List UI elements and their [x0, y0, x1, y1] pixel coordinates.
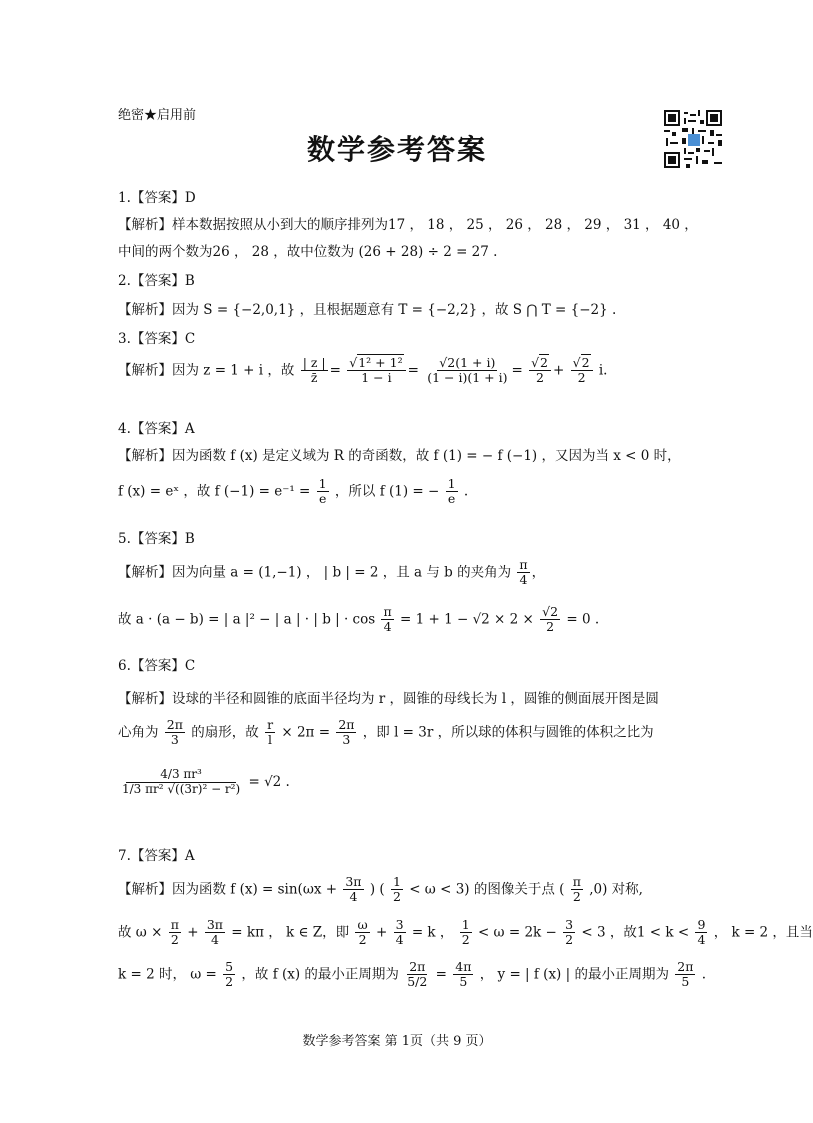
q5-frac2: $\frac{√2}{2}$: [542, 604, 559, 635]
q5-analysis-line2: 故 a · (a − b) = | a |² − | a | · | b | · cos $\frac{\pi}{4}$ = 1 + 1 − √2 × 2 × $\frac{√2}{2}$ = 0 .: [118, 604, 600, 635]
q3-frac2: $\frac{\text{√1² + 1²}}{1 - i}$: [347, 356, 405, 386]
q7-l2-frac6: $\frac{3}{2}$: [565, 917, 574, 948]
q5-angle-frac: $\frac{\pi}{4}$: [519, 557, 528, 588]
q7-analysis-line3: k = 2 时， ω = $\frac{5}{2}$ ，故 f (x) 的最小正周期为 $\frac{2\pi}{5/2}$ = $\frac{4\pi}{5}$ ， y = | f (x) | 的最小正周期为 $\frac{2\pi}{5}$ .: [118, 959, 707, 990]
q7-l3-frac4: $\frac{2\pi}{5}$: [677, 959, 694, 990]
q7-l2-frac2: $\frac{3\pi}{4}$: [206, 917, 223, 948]
q7-l2-frac7: $\frac{9}{4}$: [697, 917, 706, 948]
page-footer: 数学参考答案 第 1页（共 9 页）: [302, 1034, 492, 1049]
q3-frac4: $\frac{√2}{2}$: [529, 356, 551, 386]
q3-analysis: 【解析】因为 z = 1 + i ，故 $\frac{| z |}{z̄}$ = $\frac{\text{√1² + 1²}}{1 - i}$ = $\frac{√2(1 + i)}{(1 - i)(1 + i)}$ = $\frac{√2}{2}$ + $\frac{√2}{2}$ i.: [118, 355, 608, 386]
q7-l1-frac1: $\frac{3\pi}{4}$: [345, 874, 362, 905]
q5-analysis-line1: 【解析】因为向量 a = (1,−1) ， | b | = 2 ，且 a 与 b 的夹角为 $\frac{\pi}{4}$ ，: [118, 557, 546, 588]
q4-frac2: $\frac{1}{e}$: [447, 476, 456, 507]
q2-analysis: 【解析】因为 S = {−2,0,1} ，且根据题意有 T = {−2,2} ，故 S ⋂ T = {−2} .: [118, 302, 617, 318]
q7-l3-frac1: $\frac{5}{2}$: [225, 959, 234, 990]
q7-answer: 7.【答案】A: [118, 848, 195, 864]
q6-analysis-line2: 心角为 $\frac{2\pi}{3}$ 的扇形，故 $\frac{r}{l}$ × 2π = $\frac{2\pi}{3}$ ，即 l = 3r ，所以球的体积与圆锥的体积之比为: [118, 717, 654, 748]
q3-frac3: $\frac{√2(1 + i)}{(1 - i)(1 + i)}$: [427, 355, 508, 386]
q3-answer: 3.【答案】C: [118, 331, 196, 347]
q6-analysis-line3: $\frac{\text{4/3 πr³}}{\text{1/3 πr² √((3r)² − r²)}}$ = √2 .: [122, 767, 290, 796]
q5-answer: 5.【答案】B: [118, 531, 195, 547]
q4-frac1: $\frac{1}{e}$: [318, 476, 327, 507]
q7-l3-frac2: $\frac{2\pi}{5/2}$: [407, 959, 428, 990]
q7-l1-frac2: $\frac{1}{2}$: [392, 874, 401, 905]
q7-l3-frac3: $\frac{4\pi}{5}$: [455, 959, 472, 990]
q4-analysis-line1: 【解析】因为函数 f (x) 是定义域为 R 的奇函数，故 f (1) = − f (−1) ，又因为当 x < 0 时，: [118, 448, 681, 464]
q7-l2-frac4: $\frac{3}{4}$: [395, 917, 404, 948]
q3-prefix: 【解析】因为 z = 1 + i ，故: [118, 362, 295, 379]
q6-ratio-frac: $\frac{\text{4/3 πr³}}{\text{1/3 πr² √((3r)² − r²)}}$: [122, 767, 241, 796]
q7-analysis-line1: 【解析】因为函数 f (x) = sin(ωx + $\frac{3\pi}{4}$ ) ( $\frac{1}{2}$ < ω < 3) 的图像关于点 ( $\frac{\pi}{2}$ ,0) 对称,: [118, 874, 643, 905]
page-title: 数学参考答案: [306, 133, 487, 166]
q6-analysis-line1: 【解析】设球的半径和圆锥的底面半径均为 r ，圆锥的母线长为 l ，圆锥的侧面展开图是圆: [118, 691, 659, 707]
q6-frac1: $\frac{2\pi}{3}$: [166, 717, 183, 748]
q7-l1-frac3: $\frac{\pi}{2}$: [572, 874, 581, 905]
q4-analysis-line2: f (x) = eˣ ，故 f (−1) = e⁻¹ = $\frac{1}{e}$ ，所以 f (1) = − $\frac{1}{e}$ .: [118, 476, 469, 507]
q3-frac1: $\frac{| z |}{z̄}$: [302, 355, 326, 386]
q3-suffix: i.: [598, 362, 608, 379]
q7-l2-frac1: $\frac{\pi}{2}$: [170, 917, 179, 948]
q6-answer: 6.【答案】C: [118, 658, 196, 674]
q3-frac5: $\frac{√2}{2}$: [571, 356, 593, 386]
q7-analysis-line2: 故 ω × $\frac{\pi}{2}$ + $\frac{3\pi}{4}$ = kπ ， k ∈ Z，即 $\frac{\omega}{2}$ + $\frac{3}{4}$ = k ， $\frac{1}{2}$ < ω = 2k − $\frac{3}{2}$ < 3 ，故1 < k < $\frac{9}{4}$ ， k = 2 ，且当: [118, 917, 813, 948]
q4-answer: 4.【答案】A: [118, 421, 195, 437]
qr-code-icon: [664, 110, 722, 168]
q1-answer: 1.【答案】D: [118, 190, 196, 206]
secret-label: 绝密★启用前: [118, 108, 197, 123]
q7-l2-frac5: $\frac{1}{2}$: [461, 917, 470, 948]
q1-analysis-line2: 中间的两个数为26 ， 28 ，故中位数为 (26 + 28) ÷ 2 = 27 .: [118, 244, 498, 260]
q7-l2-frac3: $\frac{\omega}{2}$: [357, 917, 368, 948]
q5-frac1: $\frac{\pi}{4}$: [383, 604, 392, 635]
q6-frac3: $\frac{2\pi}{3}$: [338, 717, 355, 748]
q2-answer: 2.【答案】B: [118, 273, 195, 289]
q1-analysis-line1: 【解析】样本数据按照从小到大的顺序排列为17 ， 18 ， 25 ， 26 ， 28 ， 29 ， 31 ， 40 ，: [118, 217, 698, 233]
q6-frac2: $\frac{r}{l}$: [267, 717, 274, 748]
